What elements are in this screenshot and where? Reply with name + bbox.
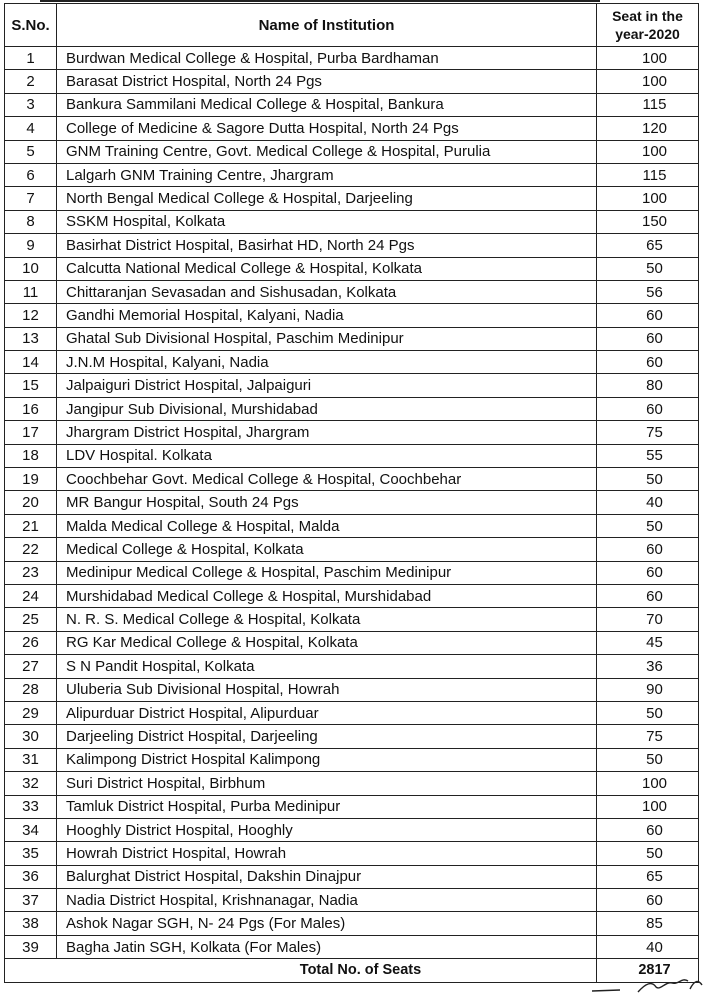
row-institution: GNM Training Centre, Govt. Medical College & Hospital, Purulia: [57, 140, 597, 163]
row-sno: 10: [5, 257, 57, 280]
row-institution: Basirhat District Hospital, Basirhat HD, North 24 Pgs: [57, 234, 597, 257]
row-seats: 60: [597, 538, 699, 561]
row-sno: 18: [5, 444, 57, 467]
table-row: [5, 140, 699, 163]
row-sno: 35: [5, 842, 57, 865]
header-seats: [597, 4, 699, 47]
row-sno: 5: [5, 140, 57, 163]
table-row: [5, 725, 699, 748]
table-row: [5, 561, 699, 584]
row-institution: SSKM Hospital, Kolkata: [57, 210, 597, 233]
row-seats: 60: [597, 818, 699, 841]
row-seats: 50: [597, 748, 699, 771]
row-sno: 19: [5, 468, 57, 491]
row-sno: 28: [5, 678, 57, 701]
table-row: [5, 889, 699, 912]
table-row: [5, 935, 699, 958]
row-seats: 70: [597, 608, 699, 631]
table-row: [5, 47, 699, 70]
table-row: [5, 748, 699, 771]
row-sno: 1: [5, 47, 57, 70]
row-sno: 30: [5, 725, 57, 748]
row-seats: 60: [597, 889, 699, 912]
row-seats: 45: [597, 631, 699, 654]
row-sno: 2: [5, 70, 57, 93]
row-seats: 65: [597, 865, 699, 888]
row-sno: 34: [5, 818, 57, 841]
top-rule: [40, 0, 600, 2]
row-institution: Kalimpong District Hospital Kalimpong: [57, 748, 597, 771]
row-seats: 50: [597, 701, 699, 724]
row-seats: 115: [597, 93, 699, 116]
table-row: [5, 538, 699, 561]
row-seats: 50: [597, 842, 699, 865]
table-row: [5, 280, 699, 303]
table-row: [5, 818, 699, 841]
row-sno: 6: [5, 163, 57, 186]
signature-scribble: [590, 975, 708, 993]
header-name: Name of Institution: [57, 4, 597, 47]
row-sno: 33: [5, 795, 57, 818]
header-seats-line2: year-2020: [615, 26, 680, 42]
table-row: [5, 421, 699, 444]
row-seats: 75: [597, 421, 699, 444]
header-sno: S.No.: [5, 4, 57, 47]
table-row: [5, 795, 699, 818]
row-institution: J.N.M Hospital, Kalyani, Nadia: [57, 351, 597, 374]
row-sno: 31: [5, 748, 57, 771]
row-seats: 60: [597, 561, 699, 584]
row-sno: 24: [5, 584, 57, 607]
row-seats: 55: [597, 444, 699, 467]
row-sno: 20: [5, 491, 57, 514]
row-institution: Ashok Nagar SGH, N- 24 Pgs (For Males): [57, 912, 597, 935]
table-row: [5, 842, 699, 865]
row-institution: N. R. S. Medical College & Hospital, Kolkata: [57, 608, 597, 631]
row-institution: Bagha Jatin SGH, Kolkata (For Males): [57, 935, 597, 958]
row-sno: 12: [5, 304, 57, 327]
row-seats: 100: [597, 187, 699, 210]
row-institution: Ghatal Sub Divisional Hospital, Paschim Medinipur: [57, 327, 597, 350]
row-seats: 40: [597, 491, 699, 514]
row-institution: Coochbehar Govt. Medical College & Hospital, Coochbehar: [57, 468, 597, 491]
row-institution: Burdwan Medical College & Hospital, Purba Bardhaman: [57, 47, 597, 70]
row-institution: Calcutta National Medical College & Hospital, Kolkata: [57, 257, 597, 280]
row-institution: MR Bangur Hospital, South 24 Pgs: [57, 491, 597, 514]
row-institution: Uluberia Sub Divisional Hospital, Howrah: [57, 678, 597, 701]
row-sno: 23: [5, 561, 57, 584]
total-label: Total No. of Seats: [5, 959, 597, 982]
row-institution: Lalgarh GNM Training Centre, Jhargram: [57, 163, 597, 186]
row-seats: 100: [597, 795, 699, 818]
seat-table: [4, 3, 699, 983]
table-row: [5, 865, 699, 888]
header-row: [5, 4, 699, 47]
table-row: [5, 678, 699, 701]
row-sno: 14: [5, 351, 57, 374]
row-institution: Medinipur Medical College & Hospital, Paschim Medinipur: [57, 561, 597, 584]
row-sno: 16: [5, 397, 57, 420]
row-sno: 38: [5, 912, 57, 935]
table-row: [5, 117, 699, 140]
row-seats: 150: [597, 210, 699, 233]
table-row: [5, 468, 699, 491]
table-row: [5, 444, 699, 467]
row-seats: 80: [597, 374, 699, 397]
table-row: [5, 351, 699, 374]
row-sno: 32: [5, 772, 57, 795]
table-body: [5, 47, 699, 959]
row-sno: 37: [5, 889, 57, 912]
table-row: [5, 772, 699, 795]
row-sno: 25: [5, 608, 57, 631]
row-seats: 85: [597, 912, 699, 935]
table-row: [5, 491, 699, 514]
row-sno: 15: [5, 374, 57, 397]
table-row: [5, 514, 699, 537]
row-sno: 11: [5, 280, 57, 303]
row-sno: 17: [5, 421, 57, 444]
row-seats: 36: [597, 655, 699, 678]
row-institution: Suri District Hospital, Birbhum: [57, 772, 597, 795]
table-row: [5, 374, 699, 397]
row-institution: S N Pandit Hospital, Kolkata: [57, 655, 597, 678]
row-sno: 13: [5, 327, 57, 350]
row-seats: 100: [597, 70, 699, 93]
row-seats: 50: [597, 468, 699, 491]
table-row: [5, 584, 699, 607]
table-row: [5, 608, 699, 631]
row-institution: Balurghat District Hospital, Dakshin Dinajpur: [57, 865, 597, 888]
row-institution: Gandhi Memorial Hospital, Kalyani, Nadia: [57, 304, 597, 327]
row-institution: Barasat District Hospital, North 24 Pgs: [57, 70, 597, 93]
row-seats: 40: [597, 935, 699, 958]
row-seats: 60: [597, 584, 699, 607]
row-institution: Malda Medical College & Hospital, Malda: [57, 514, 597, 537]
row-sno: 7: [5, 187, 57, 210]
row-institution: Chittaranjan Sevasadan and Sishusadan, Kolkata: [57, 280, 597, 303]
row-institution: College of Medicine & Sagore Dutta Hospital, North 24 Pgs: [57, 117, 597, 140]
row-institution: Hooghly District Hospital, Hooghly: [57, 818, 597, 841]
row-sno: 21: [5, 514, 57, 537]
row-institution: RG Kar Medical College & Hospital, Kolkata: [57, 631, 597, 654]
row-institution: Bankura Sammilani Medical College & Hospital, Bankura: [57, 93, 597, 116]
table-row: [5, 257, 699, 280]
table-row: [5, 327, 699, 350]
row-seats: 75: [597, 725, 699, 748]
table-row: [5, 234, 699, 257]
row-institution: LDV Hospital. Kolkata: [57, 444, 597, 467]
row-seats: 100: [597, 772, 699, 795]
row-sno: 4: [5, 117, 57, 140]
row-seats: 60: [597, 327, 699, 350]
row-seats: 115: [597, 163, 699, 186]
row-institution: Jhargram District Hospital, Jhargram: [57, 421, 597, 444]
row-institution: Murshidabad Medical College & Hospital, Murshidabad: [57, 584, 597, 607]
row-sno: 36: [5, 865, 57, 888]
table-row: [5, 655, 699, 678]
row-institution: Tamluk District Hospital, Purba Medinipur: [57, 795, 597, 818]
table-row: [5, 163, 699, 186]
row-institution: Medical College & Hospital, Kolkata: [57, 538, 597, 561]
row-sno: 22: [5, 538, 57, 561]
table-row: [5, 912, 699, 935]
total-value: 2817: [597, 959, 699, 982]
row-seats: 60: [597, 397, 699, 420]
table-row: [5, 397, 699, 420]
row-institution: Howrah District Hospital, Howrah: [57, 842, 597, 865]
row-institution: Darjeeling District Hospital, Darjeeling: [57, 725, 597, 748]
row-institution: Jalpaiguri District Hospital, Jalpaiguri: [57, 374, 597, 397]
row-sno: 8: [5, 210, 57, 233]
table-row: [5, 210, 699, 233]
row-seats: 50: [597, 257, 699, 280]
row-seats: 100: [597, 47, 699, 70]
row-seats: 90: [597, 678, 699, 701]
row-sno: 27: [5, 655, 57, 678]
row-institution: Jangipur Sub Divisional, Murshidabad: [57, 397, 597, 420]
row-seats: 65: [597, 234, 699, 257]
row-sno: 9: [5, 234, 57, 257]
row-institution: Alipurduar District Hospital, Alipurduar: [57, 701, 597, 724]
table-row: [5, 631, 699, 654]
row-institution: North Bengal Medical College & Hospital, Darjeeling: [57, 187, 597, 210]
table-row: [5, 93, 699, 116]
row-seats: 60: [597, 304, 699, 327]
row-sno: 39: [5, 935, 57, 958]
row-seats: 100: [597, 140, 699, 163]
row-seats: 60: [597, 351, 699, 374]
table-row: [5, 701, 699, 724]
row-seats: 50: [597, 514, 699, 537]
table-row: [5, 304, 699, 327]
row-institution: Nadia District Hospital, Krishnanagar, Nadia: [57, 889, 597, 912]
row-sno: 3: [5, 93, 57, 116]
table-row: [5, 187, 699, 210]
header-seats-line1: Seat in the: [612, 8, 683, 24]
table-row: [5, 70, 699, 93]
row-sno: 26: [5, 631, 57, 654]
row-seats: 120: [597, 117, 699, 140]
row-seats: 56: [597, 280, 699, 303]
row-sno: 29: [5, 701, 57, 724]
